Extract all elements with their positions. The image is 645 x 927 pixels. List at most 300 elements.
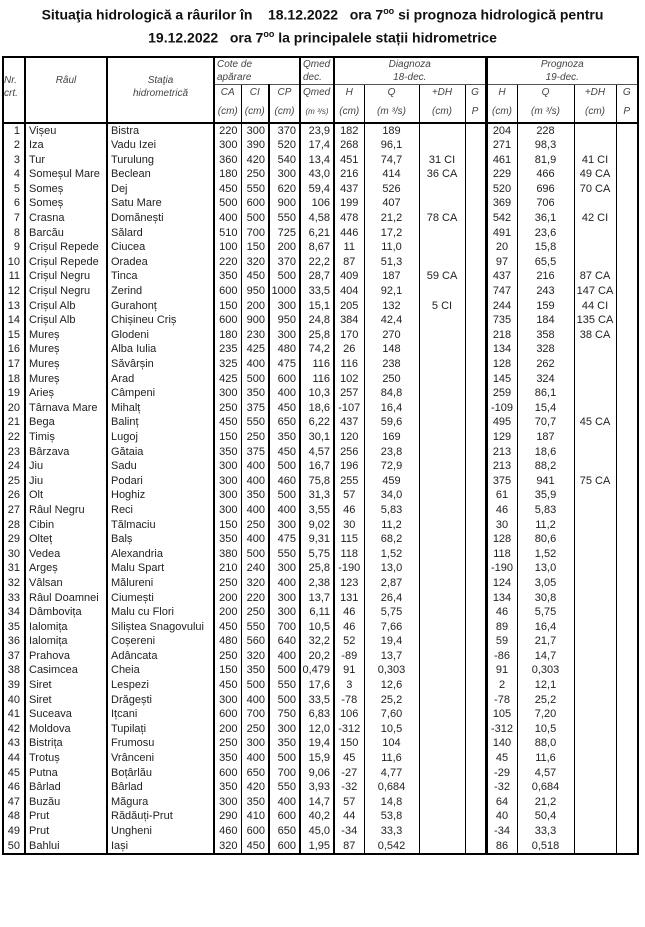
diag-h-value: 106: [334, 707, 364, 722]
prog-dh-value: [574, 736, 616, 751]
diag-g-value: [465, 401, 486, 416]
diag-q-value: 0,542: [364, 839, 419, 855]
river-name: Crișul Repede: [25, 240, 107, 255]
diag-g-value: [465, 342, 486, 357]
header-diagnosis-date: 18-dec.: [334, 71, 486, 85]
diag-dh-value: [419, 751, 465, 766]
qmed-value: 106: [300, 196, 334, 211]
prog-h-value: 229: [486, 167, 517, 182]
river-name: Jiu: [25, 459, 107, 474]
river-name: Prut: [25, 809, 107, 824]
diag-q-value: 148: [364, 342, 419, 357]
diag-q-value: 10,5: [364, 722, 419, 737]
prog-g-value: [616, 751, 638, 766]
hour-label: ora 7: [229, 29, 264, 46]
table-row: [3, 824, 638, 839]
ci-value: 400: [241, 532, 269, 547]
prog-dh-value: [574, 372, 616, 387]
diag-g-value: [465, 430, 486, 445]
ca-value: 460: [214, 824, 241, 839]
river-name: Râul Negru: [25, 503, 107, 518]
row-number: 42: [7, 722, 20, 735]
station-name: Sălard: [107, 226, 214, 241]
row-number: 33: [7, 591, 20, 604]
ci-value: 950: [241, 284, 269, 299]
ci-value: 500: [241, 211, 269, 226]
diag-g-value: [465, 824, 486, 839]
row-number: 21: [7, 416, 20, 429]
station-name: Lugoj: [107, 430, 214, 445]
prog-q-value: 0,518: [517, 839, 574, 855]
row-number: 15: [7, 328, 20, 341]
ci-value: 420: [241, 780, 269, 795]
prog-q-value: 15,4: [517, 401, 574, 416]
row-number: 20: [7, 401, 20, 414]
diag-q-value: 13,7: [364, 649, 419, 664]
river-name: Moldova: [25, 722, 107, 737]
diag-g-value: [465, 488, 486, 503]
river-name: Someș: [25, 196, 107, 211]
cp-value: 550: [269, 780, 300, 795]
diag-q-value: 132: [364, 299, 419, 314]
prog-h-value: 491: [486, 226, 517, 241]
station-name: Malu Spart: [107, 561, 214, 576]
station-name: Lespezi: [107, 678, 214, 693]
diag-g-value: [465, 576, 486, 591]
title-prefix: Situaţia hidrologică a râurilor în: [41, 6, 253, 23]
unit-prog-p: P: [616, 103, 638, 123]
prog-h-value: 271: [486, 138, 517, 153]
diag-q-value: 96,1: [364, 138, 419, 153]
diag-q-value: 23,8: [364, 445, 419, 460]
ca-value: 300: [214, 459, 241, 474]
ci-value: 350: [241, 663, 269, 678]
ca-value: 300: [214, 693, 241, 708]
river-name: Prut: [25, 824, 107, 839]
qmed-value: 1,95: [300, 839, 334, 855]
table-row: [3, 532, 638, 547]
header-qmed-dec-2: dec.: [300, 71, 334, 85]
row-number: 28: [7, 518, 20, 531]
row-number: 45: [7, 766, 20, 779]
cp-value: 700: [269, 766, 300, 781]
prog-dh-value: [574, 576, 616, 591]
prog-g-value: [616, 780, 638, 795]
diag-h-value: 11: [334, 240, 364, 255]
qmed-value: 32,2: [300, 634, 334, 649]
table-row: [3, 269, 638, 284]
table-row: [3, 299, 638, 314]
diag-q-value: 14,8: [364, 795, 419, 810]
ci-value: 560: [241, 634, 269, 649]
unit-diag-dh: (cm): [419, 103, 465, 123]
station-name: Boțârlău: [107, 766, 214, 781]
cp-value: 500: [269, 663, 300, 678]
row-number: 27: [7, 503, 20, 516]
prog-h-value: 145: [486, 372, 517, 387]
prog-g-value: [616, 663, 638, 678]
prog-g-value: [616, 532, 638, 547]
diag-dh-value: [419, 809, 465, 824]
ca-value: 600: [214, 313, 241, 328]
diag-g-value: [465, 211, 486, 226]
diag-g-value: [465, 561, 486, 576]
row-number: 30: [7, 547, 20, 560]
ca-value: 450: [214, 678, 241, 693]
cp-value: 300: [269, 167, 300, 182]
prog-dh-value: [574, 809, 616, 824]
ci-value: 320: [241, 576, 269, 591]
diag-g-value: [465, 722, 486, 737]
prog-g-value: [616, 547, 638, 562]
prog-q-value: 5,75: [517, 605, 574, 620]
river-name: Mureș: [25, 342, 107, 357]
ci-value: 500: [241, 372, 269, 387]
header-diag-g: G: [465, 85, 486, 103]
prog-dh-value: 41 CI: [574, 153, 616, 168]
row-number: 41: [7, 708, 20, 721]
header-nr: Nr. crt.: [3, 57, 25, 123]
river-name: Crișul Negru: [25, 284, 107, 299]
ci-value: 650: [241, 766, 269, 781]
cp-value: 400: [269, 386, 300, 401]
row-number: 9: [13, 241, 20, 254]
cp-value: 600: [269, 809, 300, 824]
diag-g-value: [465, 736, 486, 751]
header-cp: CP: [269, 85, 300, 103]
table-row: [3, 561, 638, 576]
prog-dh-value: [574, 751, 616, 766]
prog-q-value: 187: [517, 430, 574, 445]
ci-value: 500: [241, 678, 269, 693]
prog-h-value: 46: [486, 605, 517, 620]
prog-q-value: 1,52: [517, 547, 574, 562]
table-row: [3, 313, 638, 328]
prog-h-value: 2: [486, 678, 517, 693]
station-name: Dej: [107, 182, 214, 197]
diag-g-value: [465, 634, 486, 649]
ci-value: 400: [241, 459, 269, 474]
qmed-value: 6,22: [300, 415, 334, 430]
station-name: Satu Mare: [107, 196, 214, 211]
prog-q-value: 466: [517, 167, 574, 182]
header-diag-h: H: [334, 85, 364, 103]
station-name: Frumosu: [107, 736, 214, 751]
ca-value: 300: [214, 488, 241, 503]
diag-h-value: 30: [334, 518, 364, 533]
prog-h-value: 213: [486, 459, 517, 474]
river-name: Someș: [25, 182, 107, 197]
unit-ci: (cm): [241, 103, 269, 123]
diag-dh-value: [419, 736, 465, 751]
table-row: [3, 591, 638, 606]
river-name: Tur: [25, 153, 107, 168]
diag-g-value: [465, 547, 486, 562]
prog-g-value: [616, 328, 638, 343]
prog-q-value: 12,1: [517, 678, 574, 693]
diag-dh-value: [419, 226, 465, 241]
prog-dh-value: [574, 824, 616, 839]
row-number: 31: [7, 562, 20, 575]
prog-dh-value: [574, 707, 616, 722]
diag-h-value: 478: [334, 211, 364, 226]
table-row: [3, 226, 638, 241]
diag-dh-value: [419, 795, 465, 810]
prog-q-value: 696: [517, 182, 574, 197]
ci-value: 900: [241, 313, 269, 328]
cp-value: 300: [269, 605, 300, 620]
prog-h-value: 461: [486, 153, 517, 168]
table-row: [3, 780, 638, 795]
diag-dh-value: [419, 430, 465, 445]
row-number: 39: [7, 679, 20, 692]
qmed-value: 15,1: [300, 299, 334, 314]
prog-h-value: 140: [486, 736, 517, 751]
river-name: Mureș: [25, 372, 107, 387]
prog-g-value: [616, 795, 638, 810]
ci-value: 300: [241, 123, 269, 139]
diag-q-value: 16,4: [364, 401, 419, 416]
ca-value: 450: [214, 415, 241, 430]
table-row: [3, 736, 638, 751]
qmed-value: 28,7: [300, 269, 334, 284]
diag-dh-value: [419, 678, 465, 693]
diag-g-value: [465, 809, 486, 824]
diag-h-value: 182: [334, 123, 364, 139]
diag-g-value: [465, 167, 486, 182]
ci-value: 250: [241, 518, 269, 533]
table-row: [3, 693, 638, 708]
row-number: 26: [7, 489, 20, 502]
river-name: Trotuș: [25, 751, 107, 766]
station-name: Bârlad: [107, 780, 214, 795]
diag-q-value: 459: [364, 474, 419, 489]
prog-dh-value: [574, 459, 616, 474]
diag-dh-value: [419, 328, 465, 343]
diag-g-value: [465, 196, 486, 211]
ca-value: 150: [214, 430, 241, 445]
cp-value: 620: [269, 182, 300, 197]
diag-g-value: [465, 226, 486, 241]
prog-q-value: 33,3: [517, 824, 574, 839]
diag-q-value: 84,8: [364, 386, 419, 401]
prog-q-value: 324: [517, 372, 574, 387]
ca-value: 320: [214, 839, 241, 855]
diag-q-value: 53,8: [364, 809, 419, 824]
diag-h-value: 216: [334, 167, 364, 182]
ca-value: 400: [214, 211, 241, 226]
qmed-value: 9,06: [300, 766, 334, 781]
diag-q-value: 17,2: [364, 226, 419, 241]
river-name: Someșul Mare: [25, 167, 107, 182]
river-name: Buzău: [25, 795, 107, 810]
title-line-2: [0, 25, 645, 48]
ci-value: 550: [241, 182, 269, 197]
diag-dh-value: [419, 824, 465, 839]
row-number: 6: [13, 197, 20, 210]
row-number: 29: [7, 533, 20, 546]
ci-value: 425: [241, 342, 269, 357]
diag-q-value: 0,303: [364, 663, 419, 678]
prog-h-value: 129: [486, 430, 517, 445]
diag-dh-value: [419, 722, 465, 737]
station-name: Alexandria: [107, 547, 214, 562]
prog-g-value: [616, 401, 638, 416]
diag-dh-value: [419, 284, 465, 299]
header-defense-levels: Cote de: [214, 57, 300, 71]
header-defense-levels-2: apărare: [214, 71, 300, 85]
prog-h-value: -78: [486, 693, 517, 708]
table-row: [3, 707, 638, 722]
diag-dh-value: 36 CA: [419, 167, 465, 182]
row-number: 7: [13, 212, 20, 225]
prog-g-value: [616, 255, 638, 270]
diag-q-value: 21,2: [364, 211, 419, 226]
prog-dh-value: [574, 547, 616, 562]
qmed-value: 9,02: [300, 518, 334, 533]
cp-value: 200: [269, 240, 300, 255]
diag-dh-value: [419, 313, 465, 328]
qmed-value: 3,55: [300, 503, 334, 518]
river-name: Argeș: [25, 561, 107, 576]
document-title: [0, 2, 645, 47]
prog-g-value: [616, 678, 638, 693]
river-name: Bega: [25, 415, 107, 430]
ca-value: 150: [214, 299, 241, 314]
diag-q-value: 33,3: [364, 824, 419, 839]
table-row: [3, 488, 638, 503]
prog-h-value: -34: [486, 824, 517, 839]
river-name: Crișul Repede: [25, 255, 107, 270]
cp-value: 350: [269, 430, 300, 445]
station-name: Bistra: [107, 123, 214, 139]
prog-dh-value: [574, 795, 616, 810]
station-name: Glodeni: [107, 328, 214, 343]
ci-value: 390: [241, 138, 269, 153]
row-number: 48: [7, 810, 20, 823]
diag-h-value: 437: [334, 415, 364, 430]
river-name: Bârlad: [25, 780, 107, 795]
ci-value: 200: [241, 299, 269, 314]
diag-q-value: 189: [364, 123, 419, 139]
prog-g-value: [616, 357, 638, 372]
diag-q-value: 7,60: [364, 707, 419, 722]
header-forecast: Prognoza: [486, 57, 638, 71]
qmed-value: 23,9: [300, 123, 334, 139]
prog-h-value: 218: [486, 328, 517, 343]
table-row: [3, 328, 638, 343]
station-name: Podari: [107, 474, 214, 489]
header-ca: CA: [214, 85, 241, 103]
prog-dh-value: [574, 532, 616, 547]
prog-g-value: [616, 693, 638, 708]
diag-q-value: 238: [364, 357, 419, 372]
header-station: Staţia hidrometrică: [107, 57, 214, 123]
prog-h-value: 244: [486, 299, 517, 314]
river-name: Ialomița: [25, 620, 107, 635]
unit-ca: (cm): [214, 103, 241, 123]
cp-value: 400: [269, 795, 300, 810]
diag-q-value: 12,6: [364, 678, 419, 693]
ca-value: 250: [214, 576, 241, 591]
prog-g-value: [616, 839, 638, 855]
diag-dh-value: [419, 576, 465, 591]
station-name: Balinț: [107, 415, 214, 430]
ca-value: 235: [214, 342, 241, 357]
ci-value: 300: [241, 736, 269, 751]
diag-dh-value: [419, 386, 465, 401]
table-row: [3, 503, 638, 518]
prog-dh-value: [574, 196, 616, 211]
prog-dh-value: [574, 342, 616, 357]
river-name: Vișeu: [25, 123, 107, 139]
ca-value: 300: [214, 795, 241, 810]
prog-q-value: 16,4: [517, 620, 574, 635]
table-row: [3, 620, 638, 635]
diag-h-value: -34: [334, 824, 364, 839]
qmed-value: 15,9: [300, 751, 334, 766]
table-row: [3, 372, 638, 387]
ci-value: 350: [241, 488, 269, 503]
cp-value: 500: [269, 269, 300, 284]
header-prog-dh: +DH: [574, 85, 616, 103]
diag-g-value: [465, 766, 486, 781]
diag-q-value: 104: [364, 736, 419, 751]
diag-g-value: [465, 445, 486, 460]
diag-dh-value: [419, 547, 465, 562]
diag-q-value: 26,4: [364, 591, 419, 606]
diag-g-value: [465, 153, 486, 168]
qmed-value: 6,83: [300, 707, 334, 722]
station-name: Cheia: [107, 663, 214, 678]
ca-value: 290: [214, 809, 241, 824]
station-name: Alba Iulia: [107, 342, 214, 357]
prog-h-value: 259: [486, 386, 517, 401]
table-row: [3, 342, 638, 357]
station-name: Tinca: [107, 269, 214, 284]
qmed-value: 14,7: [300, 795, 334, 810]
table-row: [3, 795, 638, 810]
diag-dh-value: [419, 605, 465, 620]
station-name: Ungheni: [107, 824, 214, 839]
row-number: 1: [13, 124, 20, 137]
prog-g-value: [616, 605, 638, 620]
diag-h-value: 46: [334, 620, 364, 635]
ca-value: 200: [214, 591, 241, 606]
header-river: Râul: [25, 57, 107, 123]
diag-q-value: 92,1: [364, 284, 419, 299]
prog-h-value: 542: [486, 211, 517, 226]
river-name: Suceava: [25, 707, 107, 722]
river-name: Arieș: [25, 386, 107, 401]
diag-dh-value: 5 CI: [419, 299, 465, 314]
diag-dh-value: [419, 445, 465, 460]
diag-dh-value: [419, 342, 465, 357]
prog-q-value: 10,5: [517, 722, 574, 737]
prog-h-value: 89: [486, 620, 517, 635]
ci-value: 500: [241, 547, 269, 562]
table-row: [3, 167, 638, 182]
diag-q-value: 51,3: [364, 255, 419, 270]
prog-g-value: [616, 269, 638, 284]
prog-q-value: 86,1: [517, 386, 574, 401]
prog-dh-value: [574, 386, 616, 401]
prog-q-value: 11,2: [517, 518, 574, 533]
cp-value: 300: [269, 299, 300, 314]
ci-value: 230: [241, 328, 269, 343]
diag-h-value: 102: [334, 372, 364, 387]
diag-h-value: 205: [334, 299, 364, 314]
